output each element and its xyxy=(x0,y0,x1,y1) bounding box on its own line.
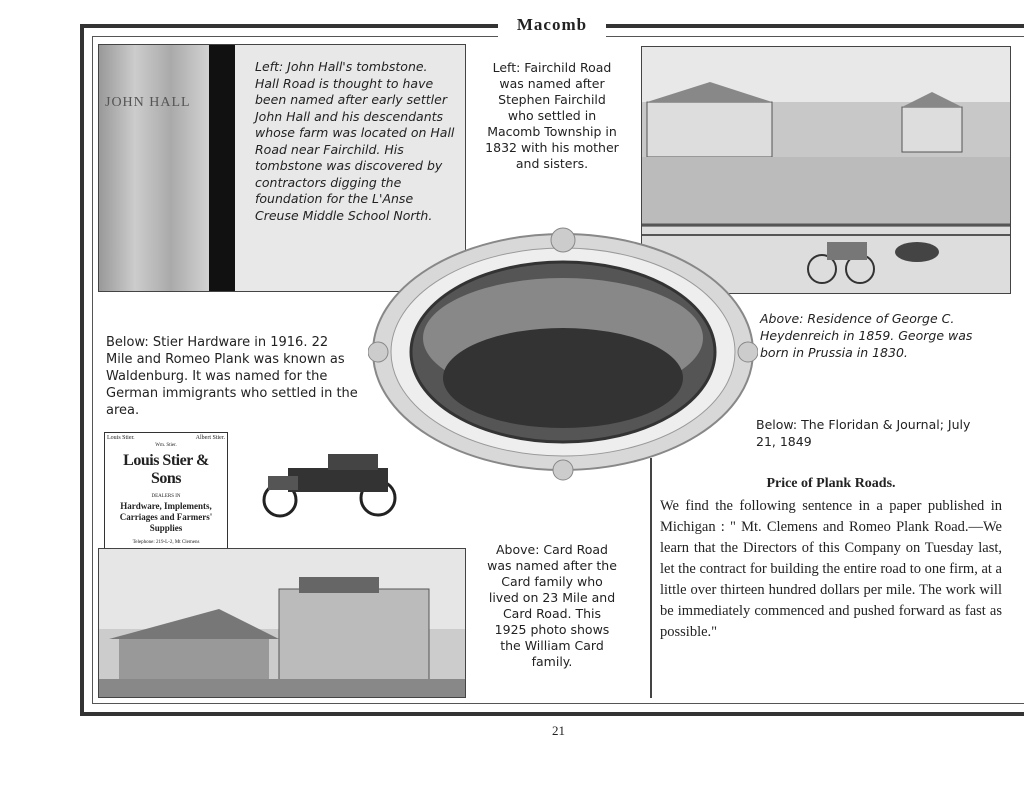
card-caption: Above: Card Road was named after the Card family who lived on 23 Mile and Card Road. This 1925 photo shows the William Card family. xyxy=(487,542,617,669)
tombstone-inscription: JOHN HALL xyxy=(105,95,191,110)
floridan-caption: Below: The Floridan & Journal; July 21, 1849 xyxy=(756,417,971,449)
ornamental-oval-frame xyxy=(368,218,758,486)
card-family-photo-frame xyxy=(368,218,758,486)
ad-middle-name: Wm. Stier. xyxy=(155,443,177,448)
ad-goods: Hardware, Implements, Carriages and Farmers' Supplies xyxy=(119,501,213,533)
page-number: 21 xyxy=(552,723,565,738)
newspaper-clipping xyxy=(650,458,1010,698)
hall-tombstone-caption: Left: John Hall's tombstone. Hall Road is thought to have been named after early settler John Hall and his descendants whose farm was located on Hall Road near Fairchild. His tombstone was discovered by contractors digging the foundation for the L'Anse Creuse Middle School North. xyxy=(255,59,455,223)
ad-right-name: Albert Stier. xyxy=(195,435,225,441)
ad-firm-name: Louis Stier & Sons xyxy=(123,452,209,487)
ad-dealers: DEALERS IN xyxy=(151,494,181,499)
ad-left-name: Louis Stier. xyxy=(107,435,135,441)
stier-hardware-store-photo xyxy=(98,548,466,698)
antique-car-illustration xyxy=(258,446,406,522)
newspaper-body: We find the following sentence in a paper published in Michigan : " Mt. Clemens and Romeo Plank Road.—We learn that the Directors of this Company on Tuesday last, let the contract for building the entire road to one firm, at a little over thirteen hundred dollars per mile. The work will be immediately commenced and pushed forward as fast as possible." xyxy=(660,498,1002,640)
ad-telephone: Telephone: 219-L-2, Mt Clemens xyxy=(132,540,200,545)
fairchild-caption: Left: Fairchild Road was named after Stephen Fairchild who settled in Macomb Township in 1832 with his mother and sisters. xyxy=(485,60,619,171)
heydenreich-caption: Above: Residence of George C. Heydenreich in 1859. George was born in Prussia in 1830. xyxy=(760,311,973,360)
stier-caption: Below: Stier Hardware in 1916. 22 Mile and Romeo Plank was known as Waldenburg. It was named for the German immigrants who settled in the area. xyxy=(106,335,358,418)
newspaper-headline: Price of Plank Roads. xyxy=(766,476,896,491)
page-title: Macomb xyxy=(498,12,606,38)
